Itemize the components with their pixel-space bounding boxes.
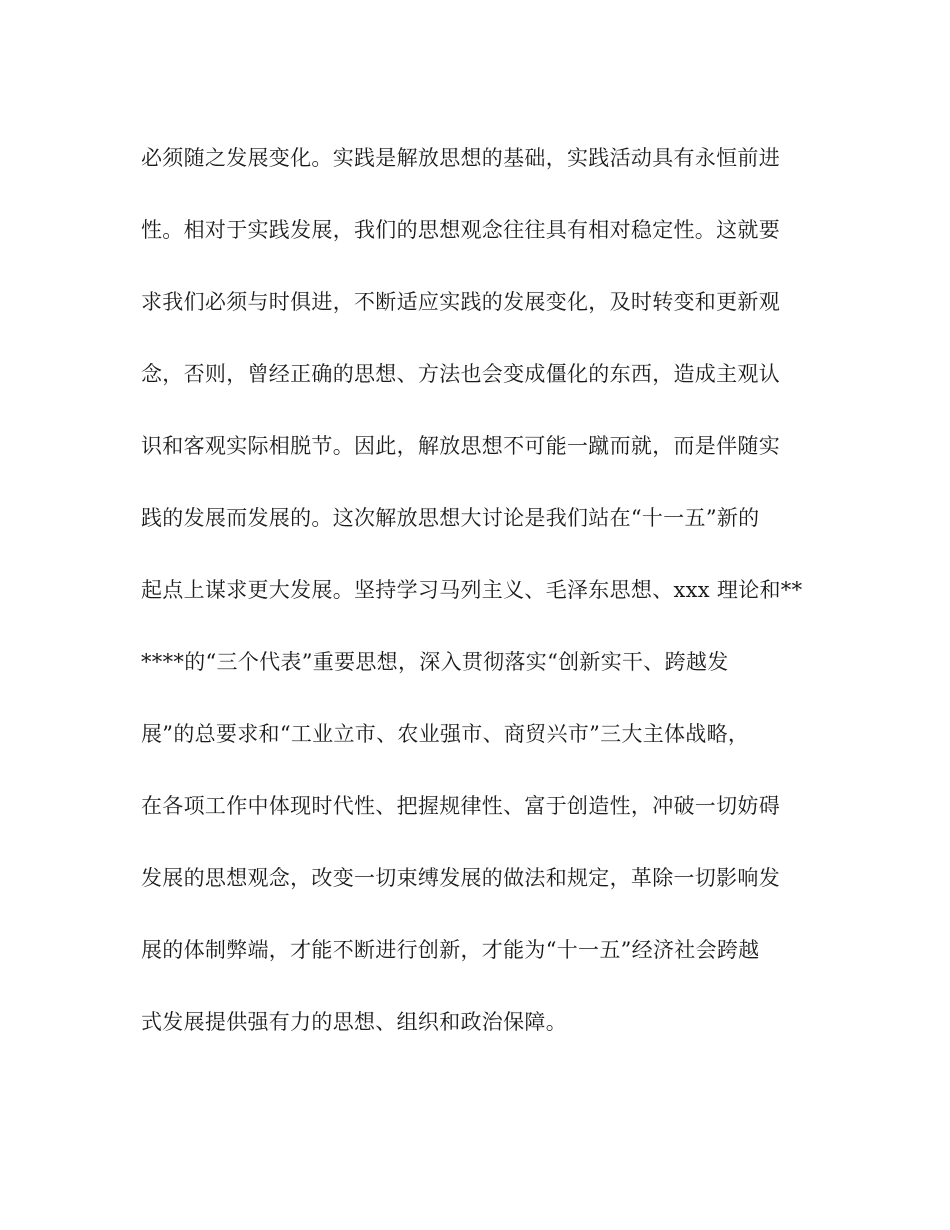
text-line-12: 展的体制弊端，才能不断进行创新，才能为“十一五”经济社会跨越 — [141, 938, 760, 962]
text-line-6: 践的发展而发展的。这次解放思想大讨论是我们站在“十一五”新的 — [141, 506, 760, 530]
text-line-10: 在各项工作中体现时代性、把握规律性、富于创造性，冲破一切妨碍 — [141, 794, 780, 818]
text-line-3: 求我们必须与时俱进，不断适应实践的发展变化，及时转变和更新观 — [141, 290, 780, 314]
text-line-7: 起点上谋求更大发展。坚持学习马列主义、毛泽东思想、xxx 理论和** — [141, 578, 803, 602]
text-line-11: 发展的思想观念，改变一切束缚发展的做法和规定，革除一切影响发 — [141, 866, 780, 890]
text-line-13: 式发展提供强有力的思想、组织和政治保障。 — [141, 1010, 567, 1034]
text-line-1: 必须随之发展变化。实践是解放思想的基础，实践活动具有永恒前进 — [141, 146, 780, 170]
text-line-9: 展”的总要求和“工业立市、农业强市、商贸兴市”三大主体战略， — [141, 722, 750, 746]
text-line-8: ****的“三个代表”重要思想，深入贯彻落实“创新实干、跨越发 — [141, 650, 729, 674]
text-line-5: 识和客观实际相脱节。因此，解放思想不可能一蹴而就，而是伴随实 — [141, 434, 780, 458]
text-line-2: 性。相对于实践发展，我们的思想观念往往具有相对稳定性。这就要 — [141, 218, 780, 242]
body-paragraph — [141, 136, 821, 1072]
text-line-4: 念，否则，曾经正确的思想、方法也会变成僵化的东西，造成主观认 — [141, 362, 780, 386]
